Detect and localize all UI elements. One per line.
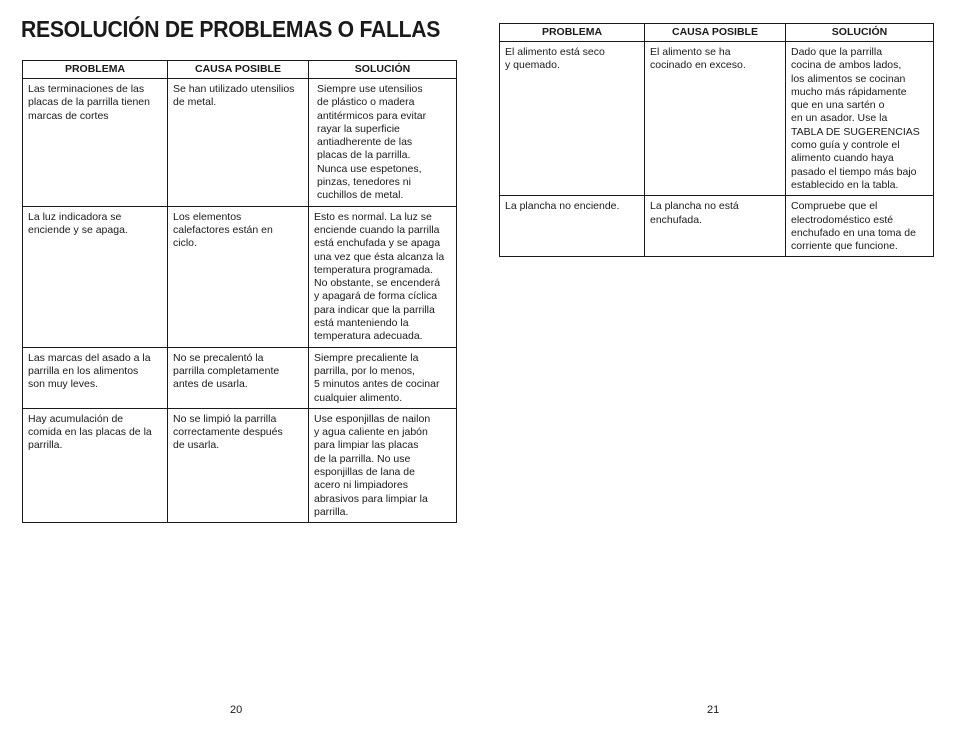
solution-text: Siempre use utensilios de plástico o madera antitérmicos para evitar rayar la superficie antiadherente de las placas de la parrilla. Nunca use espetones, pinzas, tenedores ni cuchillos de metal. (317, 83, 427, 202)
problem-text: Hay acumulación de comida en las placas de la parrilla. (28, 412, 152, 452)
problem-text: La plancha no enciende. (505, 200, 620, 213)
solution-cell (309, 79, 457, 207)
solution-text: Compruebe que el electrodoméstico esté enchufado en una toma de corriente que funcione. (791, 200, 916, 253)
problem-text: Las marcas del asado a la parrilla en los alimentos son muy leves. (28, 351, 151, 391)
cause-cell (645, 196, 786, 257)
header-cause: CAUSA POSIBLE (645, 24, 786, 42)
cause-text: Se han utilizado utensilios de metal. (173, 83, 295, 109)
page-number-left: 20 (230, 704, 243, 716)
problem-text: Las terminaciones de las placas de la parrilla tienen marcas de cortes (28, 83, 150, 122)
cause-cell (168, 79, 309, 207)
solution-cell (309, 408, 457, 522)
problem-cell (23, 79, 168, 207)
solution-text: Siempre precaliente la parrilla, por lo menos, 5 minutos antes de cocinar cualquier alimento. (314, 351, 440, 404)
page-number-right: 21 (707, 704, 720, 716)
page-title: RESOLUCIÓN DE PROBLEMAS O FALLAS (21, 16, 441, 42)
solution-cell (309, 347, 457, 408)
solution-text: Dado que la parrilla cocina de ambos lados, los alimentos se cocinan mucho más rápidamente que en una sartén o en un asador. Use la TABLA DE SUGERENCIAS como guía y controle el alimento cuando haya pasado el tiempo más bajo establecido en la tabla. (791, 46, 920, 191)
cause-cell (645, 42, 786, 196)
header-problem: PROBLEMA (500, 24, 645, 42)
cause-text: No se precalentó la parrilla completamente antes de usarla. (173, 351, 280, 391)
cause-cell (168, 347, 309, 408)
troubleshooting-table-right (499, 23, 934, 257)
solution-cell (786, 42, 934, 196)
solution-text: Esto es normal. La luz se enciende cuando la parrilla está enchufada y se apaga una vez que ésta alcanza la temperatura programada. No obstante, se encenderá y apagará de forma cíclica para indicar que la parrilla está manteniendo la temperatura adecuada. (314, 210, 445, 343)
cause-text: No se limpió la parrilla correctamente después de usarla. (173, 412, 283, 452)
solution-cell (786, 196, 934, 257)
problem-text: El alimento está seco y quemado. (505, 46, 605, 72)
problem-cell (23, 206, 168, 347)
header-solution: SOLUCIÓN (786, 24, 934, 42)
cause-text: Los elementos calefactores están en ciclo. (173, 210, 273, 250)
problem-cell (500, 196, 645, 257)
solution-text: Use esponjillas de nailon y agua caliente en jabón para limpiar las placas de la parrilla. No use esponjillas de lana de acero ni limpiadores abrasivos para limpiar la parrilla. (314, 412, 431, 518)
problem-cell (23, 347, 168, 408)
problem-text: La luz indicadora se enciende y se apaga. (28, 210, 128, 236)
table-row (500, 42, 934, 196)
table-row (23, 206, 457, 347)
cause-text: La plancha no está enchufada. (650, 200, 739, 226)
table-header-row (500, 24, 934, 42)
solution-cell (309, 206, 457, 347)
cause-text: El alimento se ha cocinado en exceso. (650, 46, 746, 72)
troubleshooting-table-left (22, 60, 457, 523)
table-header-row (23, 61, 457, 79)
cause-cell (168, 408, 309, 522)
header-solution: SOLUCIÓN (309, 61, 457, 79)
problem-cell (500, 42, 645, 196)
table-row (23, 408, 457, 522)
problem-cell (23, 408, 168, 522)
table-row (23, 347, 457, 408)
table-row (23, 79, 457, 207)
cause-cell (168, 206, 309, 347)
header-problem: PROBLEMA (23, 61, 168, 79)
table-row (500, 196, 934, 257)
header-cause: CAUSA POSIBLE (168, 61, 309, 79)
